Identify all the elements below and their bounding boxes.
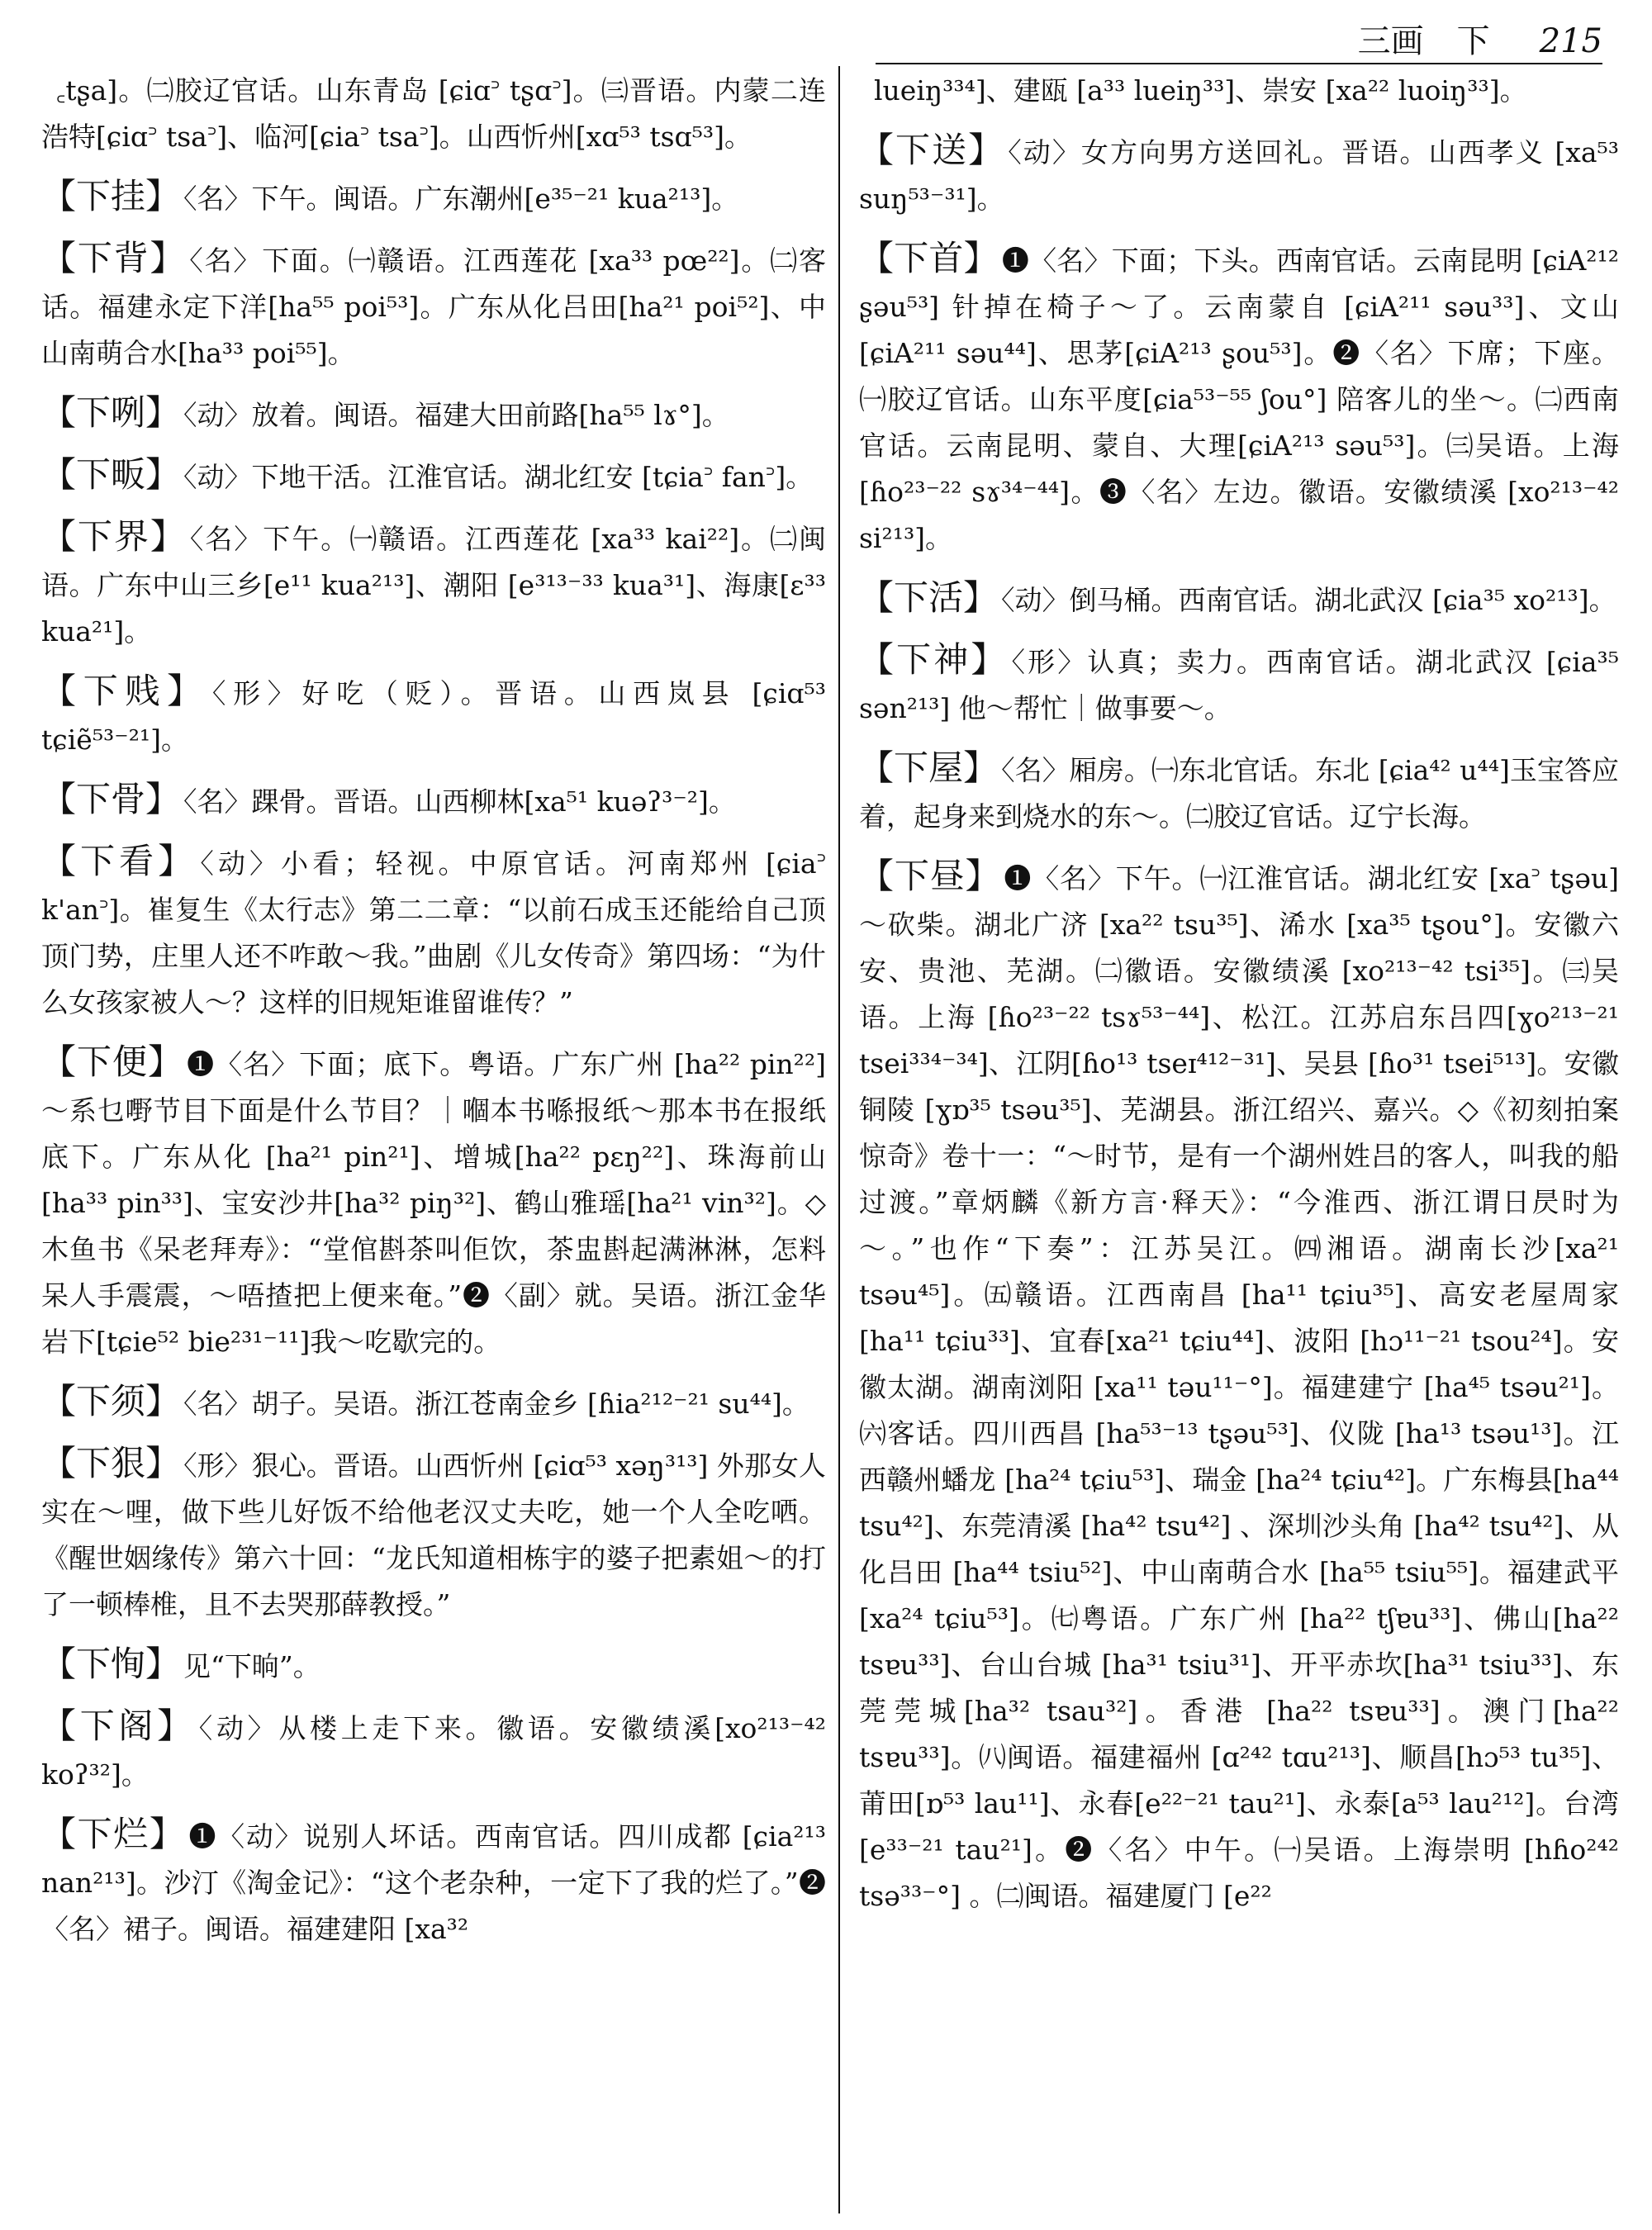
column-divider bbox=[838, 66, 840, 2213]
entry-definition: 〈动〉下地干活。江淮官话。湖北红安 [tɕia꜄ fan꜄]。 bbox=[183, 461, 814, 493]
dictionary-entry bbox=[41, 235, 826, 377]
entry-definition: 〈名〉胡子。吴语。浙江苍南金乡 [ɦia²¹²⁻²¹ su⁴⁴]。 bbox=[183, 1388, 809, 1420]
page-number: 215 bbox=[1539, 22, 1602, 60]
entry-definition: ꜀tʂa]。㈡胶辽官话。山东青岛 [ɕiɑ꜄ tʂɑ꜄]。㈢晋语。内蒙二连浩特[ɕiɑ꜄ tsa꜄]、临河[ɕia꜄ tsa꜄]。山西忻州[xɑ⁵³ tsɑ⁵³]。 bbox=[41, 74, 826, 153]
dictionary-entry bbox=[859, 745, 1619, 840]
entry-headword: 【下昼】 bbox=[859, 856, 1001, 896]
dictionary-entry bbox=[41, 1703, 826, 1798]
dictionary-entry bbox=[41, 668, 826, 763]
entry-definition: 〈名〉下午。闽语。广东潮州[e³⁵⁻²¹ kua²¹³]。 bbox=[183, 183, 739, 215]
entry-headword: 【下骨】 bbox=[41, 779, 181, 819]
entry-headword: 【下首】 bbox=[859, 238, 999, 278]
entry-definition: 〈动〉放着。闽语。福建大田前路[ha⁵⁵ lɤ°]。 bbox=[183, 399, 729, 431]
entry-definition: 〈形〉狠心。晋语。山西忻州 [ɕiɑ⁵³ xəŋ³¹³] 外那女人实在～哩，做下些儿好饭不给他老汉丈夫吃，她一个人全吃哂。《醒世姻缘传》第六十回：“龙氏知道相栋宇的婆子把素姐～的打了一顿棒椎，且不去哭那薛教授。” bbox=[41, 1450, 826, 1620]
entry-headword: 【下便】 bbox=[41, 1041, 184, 1082]
dictionary-entry bbox=[41, 1039, 826, 1365]
dictionary-entry bbox=[41, 1641, 826, 1690]
dictionary-entry bbox=[859, 235, 1619, 562]
entry-headword: 【下背】 bbox=[41, 238, 187, 278]
entry-definition: 〈动〉小看；轻视。中原官话。河南郑州 [ɕia꜄ k'an꜄]。崔复生《太行志》第二二章：“以前石成玉还能给自己顶顶门势，庄里人还不咋敢～我。”曲剧《儿女传奇》第四场：“为什么女孩家被人～？这样的旧规矩谁留谁传？” bbox=[41, 847, 826, 1018]
entry-definition: 〈动〉女方向男方送回礼。晋语。山西孝义 [xa⁵³ suŋ⁵³⁻³¹]。 bbox=[859, 136, 1619, 215]
entry-definition: 〈动〉从楼上走下来。徽语。安徽绩溪[xo²¹³⁻⁴² koʔ³²]。 bbox=[41, 1712, 826, 1791]
dictionary-entry bbox=[41, 390, 826, 439]
entry-definition: ❶〈动〉说别人坏话。西南官话。四川成都 [ɕia²¹³ nan²¹³]。沙汀《淘金记》：“这个老杂种，一定下了我的烂了。”❷〈名〉裙子。闽语。福建建阳 [xa³² bbox=[41, 1820, 826, 1945]
entry-definition: 〈名〉踝骨。晋语。山西柳林[xa⁵¹ kuəʔ³⁻²]。 bbox=[183, 785, 736, 818]
entry-headword: 【下烂】 bbox=[41, 1814, 186, 1854]
entry-headword: 【下须】 bbox=[41, 1381, 181, 1421]
dictionary-entry bbox=[859, 575, 1619, 624]
right-column bbox=[859, 68, 1619, 2213]
dictionary-entry bbox=[859, 637, 1619, 732]
entry-headword: 【下界】 bbox=[41, 516, 187, 557]
dictionary-entry bbox=[41, 1811, 826, 1952]
entry-definition: lueiŋ³³⁴]、建瓯 [a³³ lueiŋ³³]、崇安 [xa²² luoiŋ³³]。 bbox=[874, 74, 1527, 107]
entry-definition: 〈名〉下面。㈠赣语。江西莲花 [xa³³ pœ²²]。㈡客话。福建永定下洋[ha⁵⁵ poi⁵³]。广东从化吕田[ha²¹ poi⁵²]、中山南萌合水[ha³³ poi⁵⁵]。 bbox=[41, 244, 826, 369]
section-title: 三画 下 bbox=[1357, 22, 1490, 60]
entry-definition: ❶〈名〉下午。㈠江淮官话。湖北红安 [xa꜄ tʂəu] ～砍柴。湖北广济 [xa²² tsu³⁵]、浠水 [xa³⁵ tʂou°]。安徽六安、贵池、芜湖。㈡徽语。安徽绩溪 [xo²¹³⁻⁴² tsi³⁵]。㈢吴语。上海 [ɦo²³⁻²² tsɤ⁵³⁻⁴⁴]、松江。江苏启东吕四[ɣo²¹³⁻²¹ tsei³³⁴⁻³⁴]、江阴[ɦo¹³ tseɪ⁴¹²⁻³¹]、吴县 [ɦo³¹ tsei⁵¹³]。安徽铜陵 [ɣɒ³⁵ tsəu³⁵]、芜湖县。浙江绍兴、嘉兴。◇《初刻拍案惊奇》卷十一：“～时节，是有一个湖州姓吕的客人，叫我的船过渡。”章炳麟《新方言·释天》：“今淮西、浙江谓日昃时为～。”也作“下奏”：江苏吴江。㈣湘语。湖南长沙[xa²¹ tsəu⁴⁵]。㈤赣语。江西南昌 [ha¹¹ tɕiu³⁵]、高安老屋周家 [ha¹¹ tɕiu³³]、宜春[xa²¹ tɕiu⁴⁴]、波阳 [hɔ¹¹⁻²¹ tsou²⁴]。安徽太湖。湖南浏阳 [xa¹¹ təu¹¹⁻°]。福建建宁 [ha⁴⁵ tsəu²¹]。㈥客话。四川西昌 [ha⁵³⁻¹³ tʂəu⁵³]、仪陇 [ha¹³ tsəu¹³]。江西赣州蟠龙 [ha²⁴ tɕiu⁵³]、瑞金 [ha²⁴ tɕiu⁴²]。广东梅县[ha⁴⁴ tsu⁴²]、东莞清溪 [ha⁴² tsu⁴²] 、深圳沙头角 [ha⁴² tsu⁴²]、从化吕田 [ha⁴⁴ tsiu⁵²]、中山南萌合水 [ha⁵⁵ tsiu⁵⁵]。福建武平[xa²⁴ tɕiu⁵³]。㈦粤语。广东广州 [ha²² tʃɐu³³]、佛山[ha²² tsɐu³³]、台山台城 [ha³¹ tsiu³¹]、开平赤坎[ha³¹ tsiu³³]、东莞莞城[ha³² tsau³²]。香港 [ha²² tsɐu³³]。澳门[ha²² tsɐu³³]。㈧闽语。福建福州 [ɑ²⁴² tɑu²¹³]、顺昌[hɔ⁵³ tu³⁵]、莆田[ɒ⁵³ lau¹¹]、永春[e²²⁻²¹ tau²¹]、永泰[a⁵³ lau²¹²]。台湾[e³³⁻²¹ tau²¹]。❷〈名〉中午。㈠吴语。上海崇明 [hɦo²⁴² tsə³³⁻°] 。㈡闽语。福建厦门 [e²² bbox=[859, 862, 1619, 1912]
left-column bbox=[41, 68, 826, 2213]
dictionary-entry bbox=[41, 776, 826, 825]
entry-headword: 【下狠】 bbox=[41, 1443, 181, 1483]
header-rule bbox=[876, 63, 1602, 64]
dictionary-entry bbox=[41, 514, 826, 655]
entry-definition: ❶〈名〉下面；底下。粤语。广东广州 [ha²² pin²²] ～系乜嘢节目下面是什么节目？｜嗰本书喺报纸～那本书在报纸底下。广东从化 [ha²¹ pin²¹]、增城[ha²² pɛŋ²²]、珠海前山[ha³³ pin³³]、宝安沙井[ha³² piŋ³²]、鹤山雅瑶[ha²¹ vin³²]。◇木鱼书《呆老拜寿》：“堂倌斟茶叫佢饮，茶盅斟起满淋淋，怎料呆人手震震，～唔揸把上便来奄。”❷〈副〉就。吴语。浙江金华岩下[tɕie⁵² bie²³¹⁻¹¹]我～吃歇完的。 bbox=[41, 1048, 826, 1358]
entry-headword: 【下活】 bbox=[859, 577, 999, 618]
entry-definition: 〈名〉下午。㈠赣语。江西莲花 [xa³³ kai²²]。㈡闽语。广东中山三乡[e¹¹ kua²¹³]、潮阳 [e³¹³⁻³³ kua³¹]、海康[ɛ³³ kua²¹]。 bbox=[41, 523, 826, 648]
entry-definition: 见“下晌”。 bbox=[183, 1650, 320, 1682]
entry-headword: 【下看】 bbox=[41, 841, 197, 881]
entry-headword: 【下阁】 bbox=[41, 1706, 196, 1746]
entry-definition: 〈动〉倒马桶。西南官话。湖北武汉 [ɕia³⁵ xo²¹³]。 bbox=[1001, 584, 1616, 616]
entry-headword: 【下神】 bbox=[859, 639, 1009, 680]
entry-definition: 〈形〉认真；卖力。西南官话。湖北武汉 [ɕia³⁵ sən²¹³] 他～帮忙｜做事要～。 bbox=[859, 646, 1619, 724]
dictionary-entry bbox=[41, 173, 826, 222]
dictionary-entry bbox=[859, 853, 1619, 1919]
entry-definition: 〈名〉厢房。㈠东北官话。东北 [ɕia⁴² u⁴⁴]玉宝答应着，起身来到烧水的东～。㈡胶辽官话。辽宁长海。 bbox=[859, 754, 1619, 833]
entry-continuation bbox=[859, 68, 1619, 114]
dictionary-entry bbox=[41, 452, 826, 501]
entry-definition: ❶〈名〉下面；下头。西南官话。云南昆明 [ɕiA²¹² ʂəu⁵³] 针掉在椅子～了。云南蒙自 [ɕiA²¹¹ səu³³]、文山 [ɕiA²¹¹ səu⁴⁴]、思茅[ɕiA²¹³ ʂou⁵³]。❷〈名〉下席；下座。㈠胶辽官话。山东平度[ɕia⁵³⁻⁵⁵ ʃou°] 陪客儿的坐～。㈡西南官话。云南昆明、蒙自、大理[ɕiA²¹³ səu⁵³]。㈢吴语。上海 [ɦo²³⁻²² sɤ³⁴⁻⁴⁴]。❸〈名〉左边。徽语。安徽绩溪 [xo²¹³⁻⁴² si²¹³]。 bbox=[859, 244, 1619, 554]
entry-continuation bbox=[41, 68, 826, 160]
dictionary-entry bbox=[41, 838, 826, 1026]
dictionary-entry bbox=[41, 1440, 826, 1628]
entry-headword: 【下送】 bbox=[859, 130, 1005, 170]
entry-headword: 【下挂】 bbox=[41, 176, 181, 216]
dictionary-entry bbox=[859, 127, 1619, 222]
entry-headword: 【下咧】 bbox=[41, 392, 181, 433]
entry-headword: 【下恂】 bbox=[41, 1644, 181, 1684]
entry-definition: 〈形〉好吃（贬）。晋语。山西岚县 [ɕiɑ⁵³ tɕiẽ⁵³⁻²¹]。 bbox=[41, 677, 826, 756]
entry-headword: 【下畈】 bbox=[41, 454, 181, 495]
entry-headword: 【下屋】 bbox=[859, 747, 999, 788]
dictionary-entry bbox=[41, 1378, 826, 1427]
entry-headword: 【下贱】 bbox=[41, 671, 209, 711]
